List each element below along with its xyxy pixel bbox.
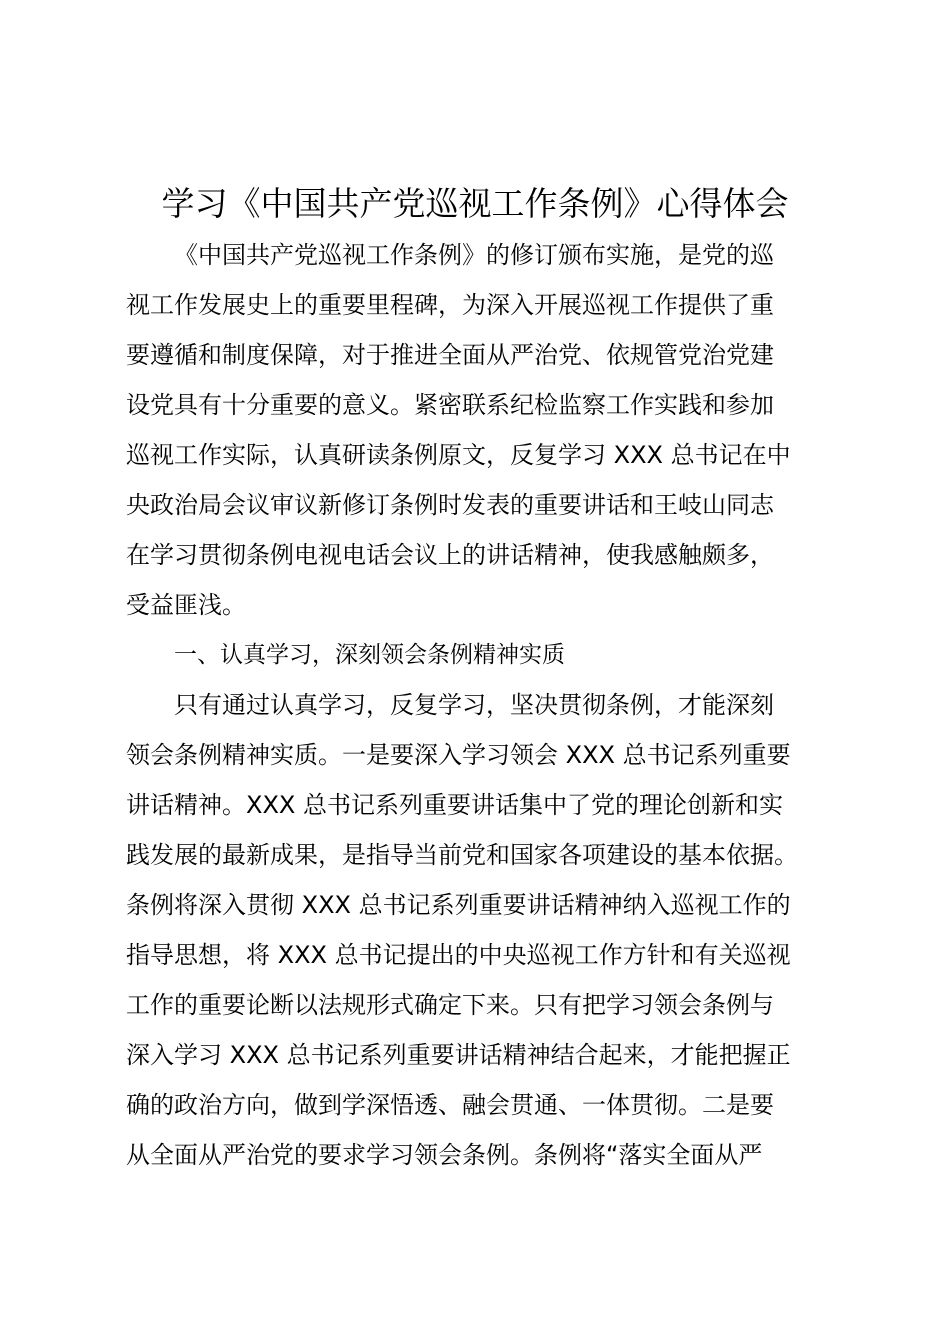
intro-paragraph-continued — [126, 280, 830, 630]
section-heading-text: 一、认真学习，深刻领会条例精神实质 — [174, 642, 565, 668]
text-line: 指导思想，将 XXX 总书记提出的中央巡视工作方针和有关巡视 — [126, 941, 791, 969]
section-heading — [126, 630, 830, 680]
text-line: 《中国共产党巡视工作条例》的修订颁布实施，是党的巡 — [174, 241, 774, 269]
text-line: 设党具有十分重要的意义。紧密联系纪检监察工作实践和参加 — [126, 391, 774, 419]
text-line: 要遵循和制度保障，对于推进全面从严治党、依规管党治党建 — [126, 341, 774, 369]
text-line: 视工作发展史上的重要里程碑，为深入开展巡视工作提供了重 — [126, 291, 774, 319]
text-line: 只有通过认真学习，反复学习，坚决贯彻条例，才能深刻 — [174, 691, 774, 719]
text-line: 践发展的最新成果，是指导当前党和国家各项建设的基本依据。 — [126, 841, 798, 869]
text-line: 在学习贯彻条例电视电话会议上的讲话精神，使我感触颇多， — [126, 541, 774, 569]
text-line: 深入学习 XXX 总书记系列重要讲话精神结合起来，才能把握正 — [126, 1041, 791, 1069]
text-line: 讲话精神。XXX 总书记系列重要讲话集中了党的理论创新和实 — [126, 791, 783, 819]
document-title: 学习《中国共产党巡视工作条例》心得体会 — [161, 184, 789, 223]
text-line: 确的政治方向，做到学深悟透、融会贯通、一体贯彻。二是要 — [126, 1091, 774, 1119]
intro-paragraph — [126, 230, 830, 280]
text-line: 工作的重要论断以法规形式确定下来。只有把学习领会条例与 — [126, 991, 774, 1019]
document-body — [126, 230, 830, 1180]
text-line: 从全面从严治党的要求学习领会条例。条例将“落实全面从严 — [126, 1141, 763, 1169]
text-line: 受益匪浅。 — [126, 591, 246, 619]
text-line: 巡视工作实际，认真研读条例原文，反复学习 XXX 总书记在中 — [126, 441, 791, 469]
text-line: 条例将深入贯彻 XXX 总书记系列重要讲话精神纳入巡视工作的 — [126, 891, 791, 919]
section-paragraph — [126, 680, 830, 730]
section-paragraph-continued — [126, 730, 830, 1180]
text-line: 央政治局会议审议新修订条例时发表的重要讲话和王岐山同志 — [126, 491, 774, 519]
text-line: 领会条例精神实质。一是要深入学习领会 XXX 总书记系列重要 — [126, 741, 791, 769]
